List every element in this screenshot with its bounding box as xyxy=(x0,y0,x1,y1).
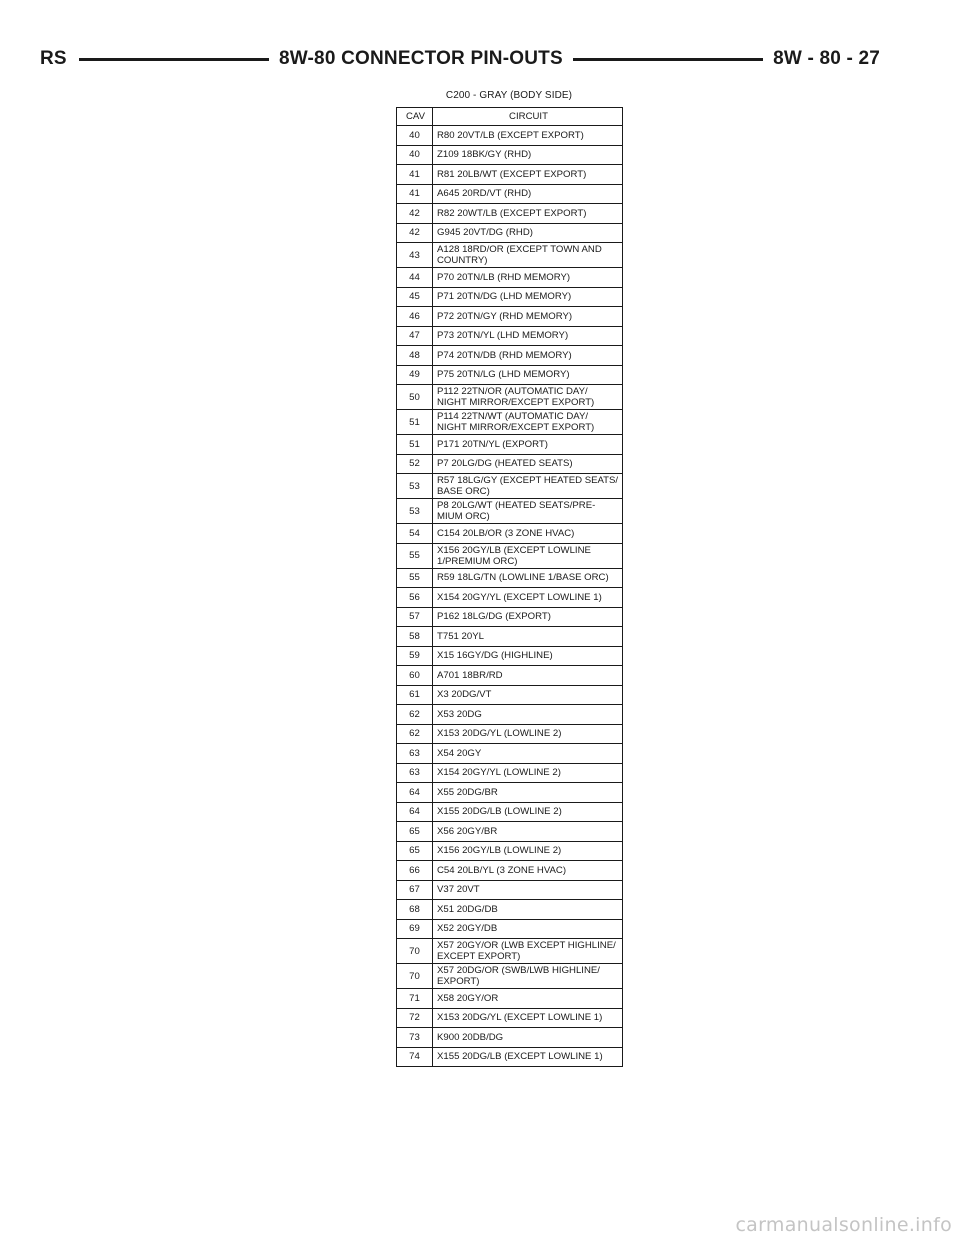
circuit-line: X153 20DG/YL (LOWLINE 2) xyxy=(437,728,562,740)
cav-cell: 59 xyxy=(397,646,433,666)
circuit-cell xyxy=(433,646,623,666)
circuit-cell xyxy=(433,454,623,474)
watermark: carmanualsonline.info xyxy=(735,1214,952,1236)
table-row xyxy=(397,165,623,185)
table-row xyxy=(397,861,623,881)
table-row xyxy=(397,1028,623,1048)
table-row xyxy=(397,989,623,1009)
circuit-line: A128 18RD/OR (EXCEPT TOWN AND xyxy=(437,244,602,255)
circuit-line: P7 20LG/DG (HEATED SEATS) xyxy=(437,458,573,470)
circuit-cell xyxy=(433,474,623,499)
circuit-line: R81 20LB/WT (EXCEPT EXPORT) xyxy=(437,168,587,180)
circuit-cell xyxy=(433,1028,623,1048)
circuit-line-continued: EXPORT) xyxy=(437,976,480,987)
table-row xyxy=(397,499,623,524)
circuit-line: P8 20LG/WT (HEATED SEATS/PRE- xyxy=(437,500,596,511)
circuit-line-continued: NIGHT MIRROR/EXCEPT EXPORT) xyxy=(437,422,595,433)
circuit-cell xyxy=(433,204,623,224)
cav-cell: 54 xyxy=(397,524,433,544)
cav-cell: 63 xyxy=(397,763,433,783)
circuit-cell xyxy=(433,307,623,327)
table-row xyxy=(397,204,623,224)
cav-cell: 52 xyxy=(397,454,433,474)
circuit-line: P162 18LG/DG (EXPORT) xyxy=(437,611,551,623)
cav-cell: 41 xyxy=(397,165,433,185)
circuit-line: P70 20TN/LB (RHD MEMORY) xyxy=(437,271,571,283)
table-row xyxy=(397,326,623,346)
table-row xyxy=(397,841,623,861)
table-row xyxy=(397,307,623,327)
circuit-cell xyxy=(433,900,623,920)
table-row xyxy=(397,607,623,627)
cav-cell: 40 xyxy=(397,126,433,146)
circuit-cell xyxy=(433,964,623,989)
circuit-cell xyxy=(433,145,623,165)
table-row xyxy=(397,802,623,822)
cav-cell: 44 xyxy=(397,268,433,288)
circuit-line-continued: NIGHT MIRROR/EXCEPT EXPORT) xyxy=(437,397,595,408)
table-row xyxy=(397,964,623,989)
circuit-line-continued: 1/PREMIUM ORC) xyxy=(437,555,518,567)
cav-cell: 58 xyxy=(397,627,433,647)
cav-cell: 74 xyxy=(397,1047,433,1067)
cav-cell: 53 xyxy=(397,474,433,499)
circuit-cell xyxy=(433,705,623,725)
circuit-line: P75 20TN/LG (LHD MEMORY) xyxy=(437,369,570,381)
circuit-line: P72 20TN/GY (RHD MEMORY) xyxy=(437,310,573,322)
circuit-line: R57 18LG/GY (EXCEPT HEATED SEATS/ xyxy=(437,475,619,486)
cav-cell: 50 xyxy=(397,385,433,410)
circuit-cell xyxy=(433,243,623,268)
column-header-cav: CAV xyxy=(397,108,433,126)
circuit-cell xyxy=(433,410,623,435)
circuit-line: X15 16GY/DG (HIGHLINE) xyxy=(437,650,553,662)
circuit-cell xyxy=(433,385,623,410)
cav-cell: 68 xyxy=(397,900,433,920)
table-row xyxy=(397,900,623,920)
circuit-cell xyxy=(433,326,623,346)
cav-cell: 62 xyxy=(397,705,433,725)
table-row xyxy=(397,223,623,243)
cav-cell: 42 xyxy=(397,204,433,224)
circuit-line: X154 20GY/YL (EXCEPT LOWLINE 1) xyxy=(437,591,602,603)
circuit-cell xyxy=(433,802,623,822)
table-row xyxy=(397,474,623,499)
circuit-cell xyxy=(433,346,623,366)
circuit-cell xyxy=(433,184,623,204)
cav-cell: 65 xyxy=(397,822,433,842)
circuit-line: X155 20DG/LB (LOWLINE 2) xyxy=(437,806,562,818)
cav-cell: 70 xyxy=(397,939,433,964)
table-row xyxy=(397,126,623,146)
circuit-cell xyxy=(433,588,623,608)
table-row xyxy=(397,588,623,608)
circuit-cell xyxy=(433,268,623,288)
circuit-line: Z109 18BK/GY (RHD) xyxy=(437,149,532,161)
circuit-cell xyxy=(433,666,623,686)
cav-cell: 73 xyxy=(397,1028,433,1048)
circuit-cell xyxy=(433,919,623,939)
cav-cell: 47 xyxy=(397,326,433,346)
cav-cell: 45 xyxy=(397,287,433,307)
circuit-line: V37 20VT xyxy=(437,884,480,896)
circuit-cell xyxy=(433,126,623,146)
circuit-line: X52 20GY/DB xyxy=(437,923,498,935)
circuit-cell xyxy=(433,1047,623,1067)
circuit-line: R80 20VT/LB (EXCEPT EXPORT) xyxy=(437,129,584,141)
circuit-line: P74 20TN/DB (RHD MEMORY) xyxy=(437,349,572,361)
cav-cell: 56 xyxy=(397,588,433,608)
cav-cell: 63 xyxy=(397,744,433,764)
table-row xyxy=(397,744,623,764)
circuit-cell xyxy=(433,223,623,243)
circuit-cell xyxy=(433,763,623,783)
cav-cell: 64 xyxy=(397,783,433,803)
circuit-cell xyxy=(433,568,623,588)
cav-cell: 57 xyxy=(397,607,433,627)
circuit-line: X53 20DG xyxy=(437,708,482,720)
circuit-line: P71 20TN/DG (LHD MEMORY) xyxy=(437,291,572,303)
circuit-cell xyxy=(433,861,623,881)
circuit-cell xyxy=(433,543,623,568)
circuit-line: P112 22TN/OR (AUTOMATIC DAY/ xyxy=(437,386,588,397)
cav-cell: 48 xyxy=(397,346,433,366)
table-body xyxy=(397,126,623,1067)
table-header-row xyxy=(397,108,623,126)
connector-pinout-table xyxy=(396,107,623,1067)
circuit-line: X57 20GY/OR (LWB EXCEPT HIGHLINE/ xyxy=(437,940,616,951)
circuit-cell xyxy=(433,1008,623,1028)
circuit-cell xyxy=(433,627,623,647)
cav-cell: 51 xyxy=(397,435,433,455)
circuit-line-continued: MIUM ORC) xyxy=(437,511,490,522)
table-row xyxy=(397,783,623,803)
page-header xyxy=(40,44,880,74)
circuit-cell xyxy=(433,989,623,1009)
table-row xyxy=(397,268,623,288)
circuit-line: R59 18LG/TN (LOWLINE 1/BASE ORC) xyxy=(437,572,609,584)
circuit-line-continued: EXCEPT EXPORT) xyxy=(437,951,521,962)
cav-cell: 53 xyxy=(397,499,433,524)
circuit-cell xyxy=(433,744,623,764)
cav-cell: 71 xyxy=(397,989,433,1009)
circuit-line: X51 20DG/DB xyxy=(437,903,498,915)
table-row xyxy=(397,435,623,455)
table-row xyxy=(397,646,623,666)
cav-cell: 40 xyxy=(397,145,433,165)
table-row xyxy=(397,184,623,204)
cav-cell: 67 xyxy=(397,880,433,900)
table-row xyxy=(397,346,623,366)
circuit-line-continued: COUNTRY) xyxy=(437,255,488,266)
cav-cell: 46 xyxy=(397,307,433,327)
circuit-cell xyxy=(433,435,623,455)
header-page-number: 8W - 80 - 27 xyxy=(773,48,880,69)
circuit-line: X154 20GY/YL (LOWLINE 2) xyxy=(437,767,561,779)
circuit-line: X56 20GY/BR xyxy=(437,825,498,837)
table-row xyxy=(397,543,623,568)
circuit-line: X156 20GY/LB (LOWLINE 2) xyxy=(437,845,562,857)
table-row xyxy=(397,763,623,783)
circuit-cell xyxy=(433,939,623,964)
table-row xyxy=(397,880,623,900)
cav-cell: 60 xyxy=(397,666,433,686)
table-row xyxy=(397,685,623,705)
circuit-line: R82 20WT/LB (EXCEPT EXPORT) xyxy=(437,207,587,219)
cav-cell: 62 xyxy=(397,724,433,744)
table-row xyxy=(397,666,623,686)
table-row xyxy=(397,365,623,385)
table-row xyxy=(397,627,623,647)
circuit-line: C54 20LB/YL (3 ZONE HVAC) xyxy=(437,864,567,876)
header-title: 8W-80 CONNECTOR PIN-OUTS xyxy=(279,48,563,69)
circuit-line: X153 20DG/YL (EXCEPT LOWLINE 1) xyxy=(437,1012,603,1024)
table-row xyxy=(397,524,623,544)
table-row xyxy=(397,822,623,842)
cav-cell: 61 xyxy=(397,685,433,705)
circuit-line: P171 20TN/YL (EXPORT) xyxy=(437,438,548,450)
header-rule-left xyxy=(79,58,269,61)
circuit-line: K900 20DB/DG xyxy=(437,1031,504,1043)
circuit-cell xyxy=(433,499,623,524)
cav-cell: 66 xyxy=(397,861,433,881)
cav-cell: 55 xyxy=(397,568,433,588)
circuit-line: X55 20DG/BR xyxy=(437,786,498,798)
cav-cell: 42 xyxy=(397,223,433,243)
table-row xyxy=(397,454,623,474)
circuit-line: X57 20DG/OR (SWB/LWB HIGHLINE/ xyxy=(437,965,600,976)
circuit-line: T751 20YL xyxy=(437,630,484,642)
connector-title: C200 - GRAY (BODY SIDE) xyxy=(445,90,573,101)
circuit-cell xyxy=(433,783,623,803)
cav-cell: 41 xyxy=(397,184,433,204)
circuit-cell xyxy=(433,822,623,842)
circuit-line: A645 20RD/VT (RHD) xyxy=(437,188,532,200)
table-row xyxy=(397,939,623,964)
table-row xyxy=(397,1047,623,1067)
cav-cell: 43 xyxy=(397,243,433,268)
header-rule-right xyxy=(573,58,763,61)
circuit-cell xyxy=(433,724,623,744)
cav-cell: 49 xyxy=(397,365,433,385)
table-row xyxy=(397,145,623,165)
circuit-cell xyxy=(433,524,623,544)
circuit-cell xyxy=(433,165,623,185)
cav-cell: 72 xyxy=(397,1008,433,1028)
circuit-cell xyxy=(433,607,623,627)
circuit-cell xyxy=(433,365,623,385)
circuit-line: X54 20GY xyxy=(437,747,482,759)
table-row xyxy=(397,705,623,725)
cav-cell: 65 xyxy=(397,841,433,861)
circuit-line: X3 20DG/VT xyxy=(437,689,492,701)
circuit-cell xyxy=(433,841,623,861)
circuit-line: A701 18BR/RD xyxy=(437,669,503,681)
circuit-line: C154 20LB/OR (3 ZONE HVAC) xyxy=(437,527,575,539)
circuit-line: X58 20GY/OR xyxy=(437,992,499,1004)
table-row xyxy=(397,385,623,410)
cav-cell: 69 xyxy=(397,919,433,939)
circuit-line: P114 22TN/WT (AUTOMATIC DAY/ xyxy=(437,411,589,422)
circuit-line-continued: BASE ORC) xyxy=(437,486,490,497)
circuit-cell xyxy=(433,880,623,900)
circuit-line: G945 20VT/DG (RHD) xyxy=(437,227,533,239)
circuit-cell xyxy=(433,685,623,705)
cav-cell: 55 xyxy=(397,543,433,568)
table-row xyxy=(397,724,623,744)
cav-cell: 64 xyxy=(397,802,433,822)
table-row xyxy=(397,287,623,307)
circuit-cell xyxy=(433,287,623,307)
column-header-circuit: CIRCUIT xyxy=(433,108,623,126)
table-row xyxy=(397,919,623,939)
cav-cell: 51 xyxy=(397,410,433,435)
table-row xyxy=(397,1008,623,1028)
table-row xyxy=(397,410,623,435)
header-section-code: RS xyxy=(40,48,67,69)
circuit-line: X156 20GY/LB (EXCEPT LOWLINE xyxy=(437,544,591,556)
circuit-line: P73 20TN/YL (LHD MEMORY) xyxy=(437,330,569,342)
table-row xyxy=(397,568,623,588)
circuit-line: X155 20DG/LB (EXCEPT LOWLINE 1) xyxy=(437,1051,603,1063)
table-row xyxy=(397,243,623,268)
cav-cell: 70 xyxy=(397,964,433,989)
